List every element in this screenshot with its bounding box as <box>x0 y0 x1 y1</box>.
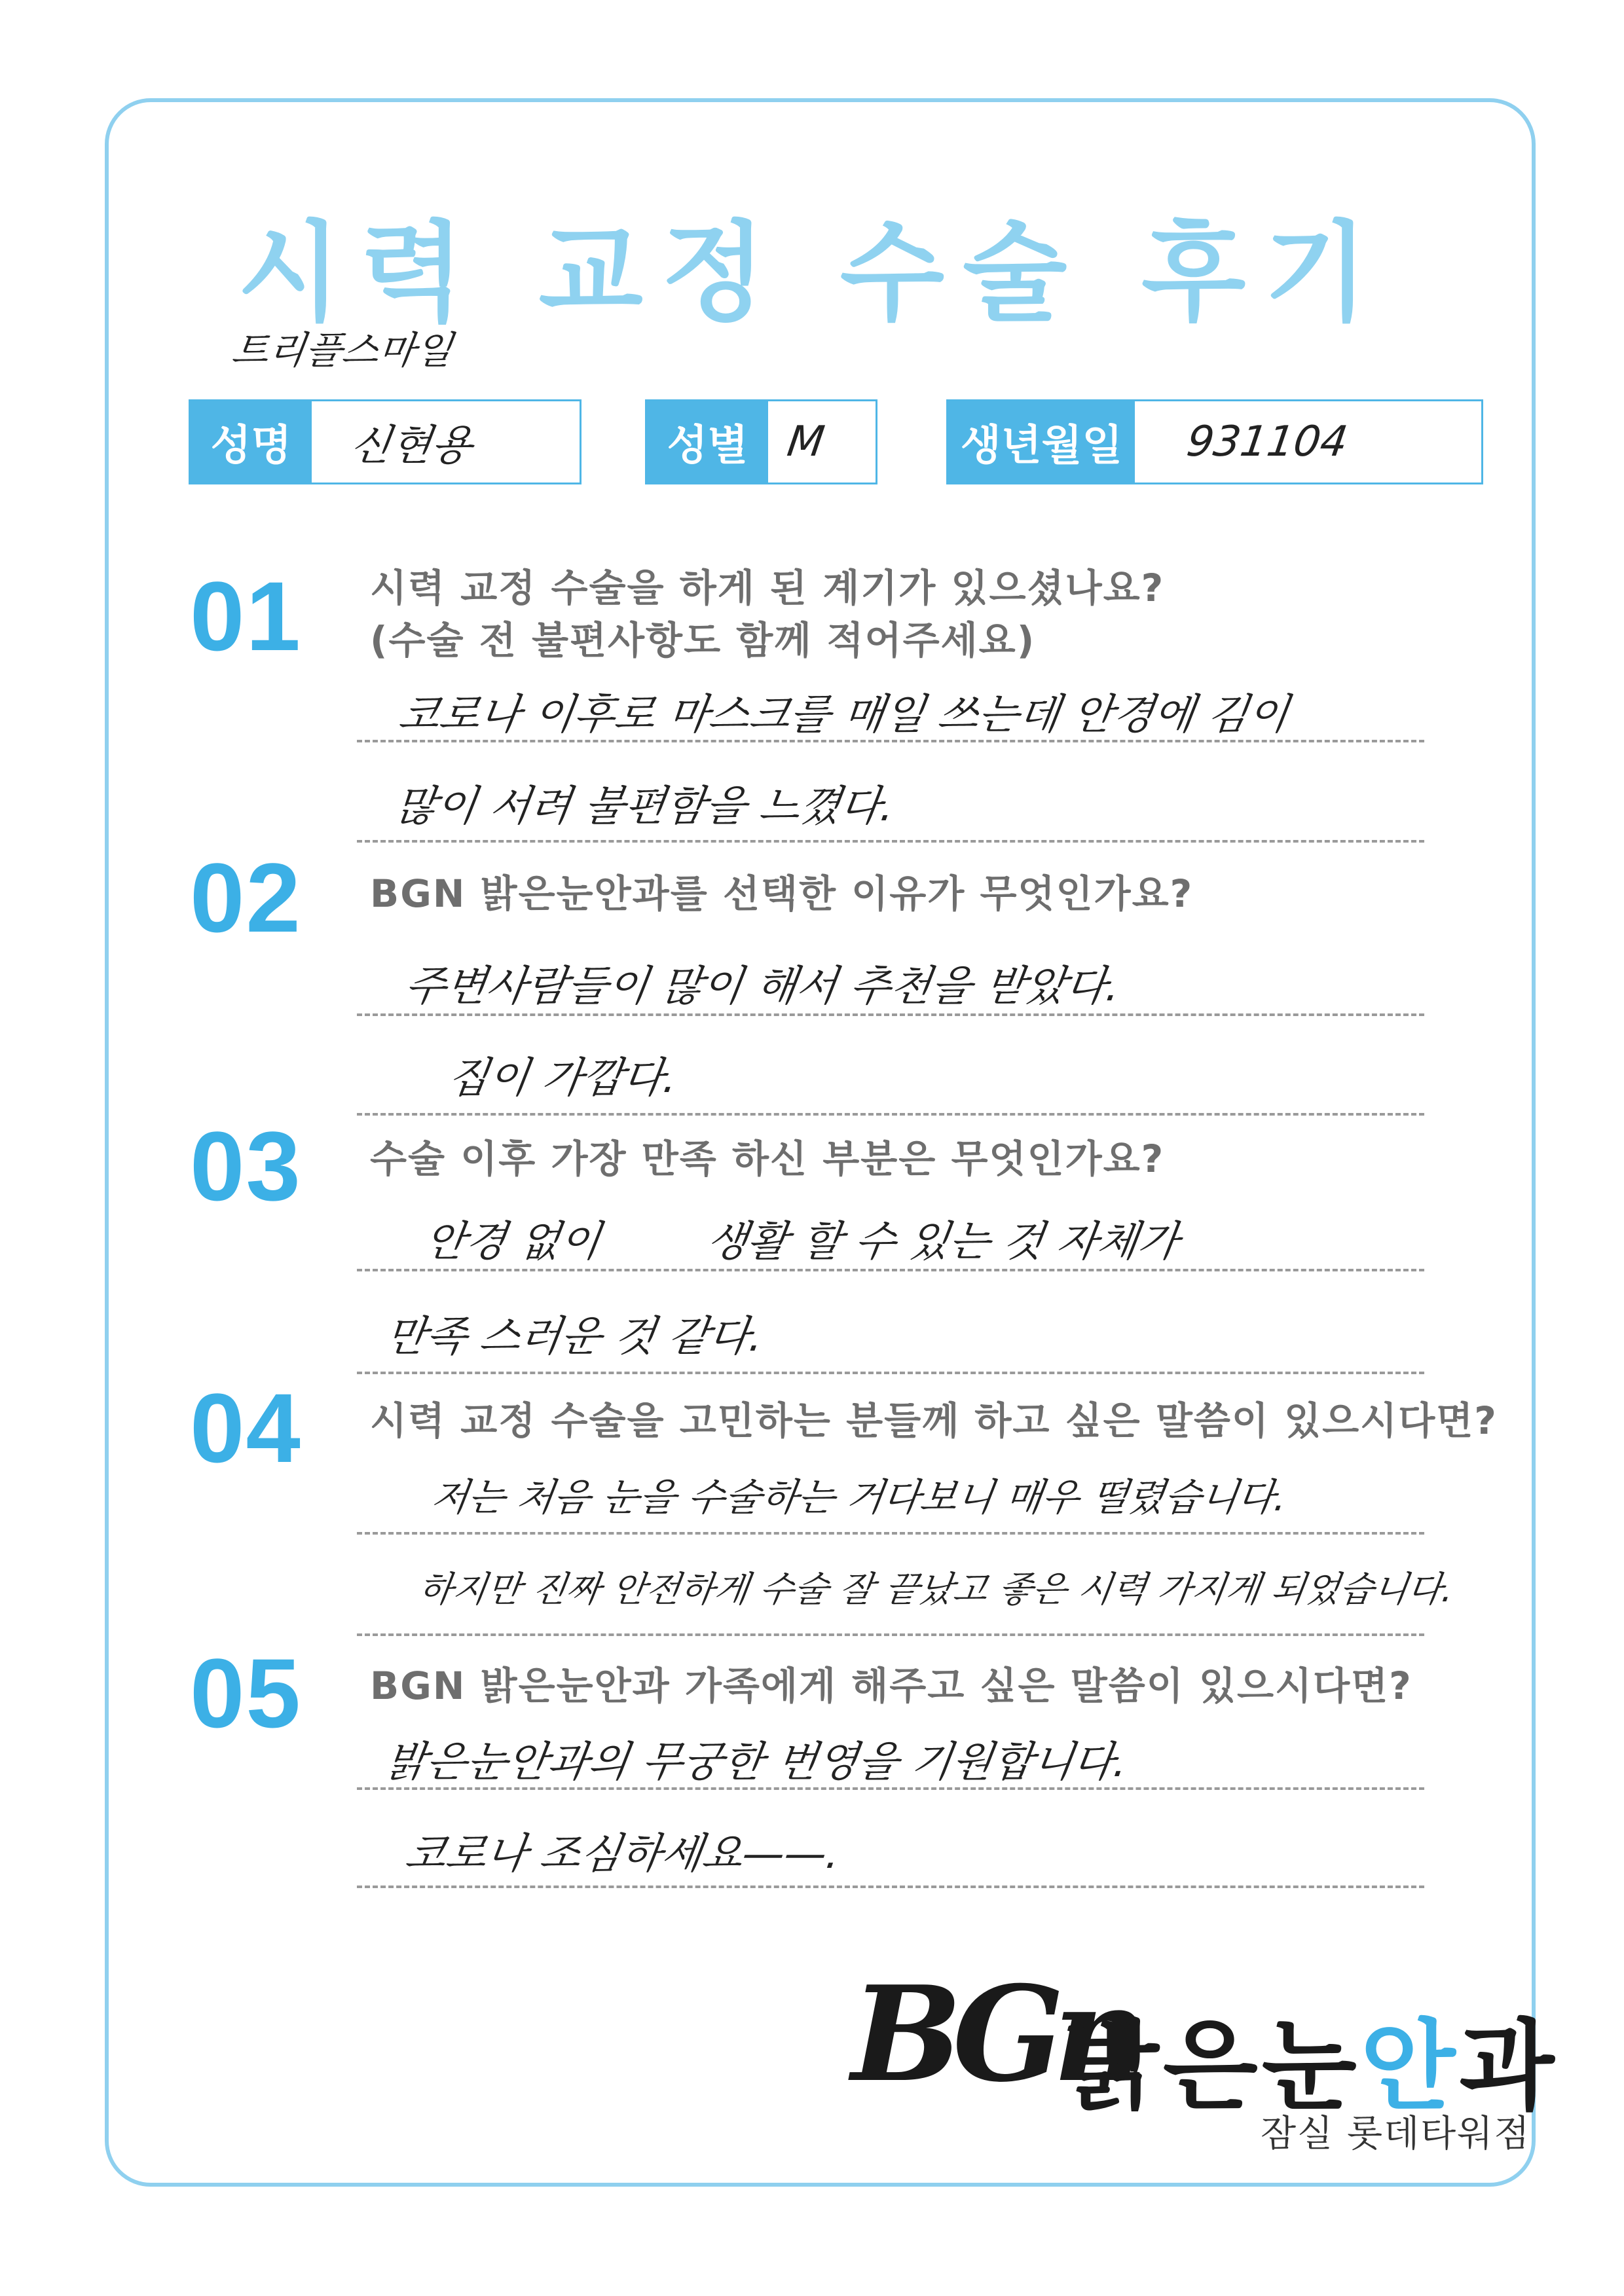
name-value: 신현용 <box>346 422 475 470</box>
logo-name-accent: 안 <box>1360 2010 1460 2124</box>
answer-line: 코로나 조심하세요——. <box>401 1830 843 1878</box>
question-text: 시력 교정 수술을 하게 된 계기가 있으셨나요? <box>370 566 1165 610</box>
branch-note: 트리플스마일 <box>229 328 456 373</box>
answer-line: 밝은눈안과의 무궁한 번영을 기원합니다. <box>382 1738 1131 1787</box>
answer-line: 하지만 진짜 안전하게 수술 잘 끝났고 좋은 시력 가지게 되었습니다. <box>416 1569 1456 1610</box>
answer-rule <box>357 1013 1424 1016</box>
question-text: 수술 이후 가장 만족 하신 부분은 무엇인가요? <box>370 1137 1165 1181</box>
answer-rule <box>357 1886 1424 1888</box>
name-field <box>189 399 581 484</box>
question-number: 02 <box>190 843 302 953</box>
logo-name-part: 밝은눈 <box>1064 2010 1361 2124</box>
question-number: 03 <box>190 1111 302 1221</box>
answer-line: 코로나 이후로 마스크를 매일 쓰는데 안경에 김이 <box>395 691 1292 739</box>
question-text: BGN 밝은눈안과를 선택한 이유가 무엇인가요? <box>370 871 1194 916</box>
question-text: 시력 교정 수술을 고민하는 분들께 하고 싶은 말씀이 있으시다면? <box>370 1398 1498 1443</box>
answer-rule <box>357 840 1424 843</box>
birth-value: 931104 <box>1183 418 1351 466</box>
answer-line: 저는 처음 눈을 수술하는 거다보니 매우 떨렸습니다. <box>428 1475 1290 1520</box>
answer-rule <box>357 1787 1424 1790</box>
gender-value: M <box>784 418 828 466</box>
question-text-sub: (수술 전 불편사항도 함께 적어주세요) <box>370 618 1036 663</box>
gender-label: 성별 <box>647 401 768 483</box>
answer-rule <box>357 1269 1424 1271</box>
name-label: 성명 <box>191 401 312 483</box>
gender-field <box>645 399 877 484</box>
page-title: 시력 교정 수술 후기 <box>237 210 1387 336</box>
logo-name-part: 과 <box>1459 2010 1559 2124</box>
answer-rule <box>357 1633 1424 1636</box>
answer-rule <box>357 740 1424 742</box>
question-number: 04 <box>190 1373 302 1483</box>
answer-rule <box>357 1532 1424 1535</box>
birth-label: 생년월일 <box>948 401 1135 483</box>
question-text: BGN 밝은눈안과 가족에게 해주고 싶은 말씀이 있으시다면? <box>370 1664 1412 1708</box>
answer-line: 많이 서려 불편함을 느꼈다. <box>392 782 898 831</box>
logo-branch: 잠실 롯데타워점 <box>1261 2113 1531 2155</box>
answer-rule <box>357 1113 1424 1116</box>
bgn-logo-mark: BGn <box>851 1958 1136 2111</box>
answer-line: 집이 가깝다. <box>444 1054 681 1102</box>
answer-line: 안경 없이 생활 할 수 있는 것 자체가 <box>421 1218 1182 1266</box>
question-number: 01 <box>190 561 302 671</box>
question-number: 05 <box>190 1638 302 1748</box>
birth-field <box>946 399 1483 484</box>
answer-line: 만족 스러운 것 같다. <box>382 1313 767 1361</box>
answer-line: 주변사람들이 많이 해서 추천을 받았다. <box>401 962 1124 1011</box>
answer-rule <box>357 1372 1424 1374</box>
